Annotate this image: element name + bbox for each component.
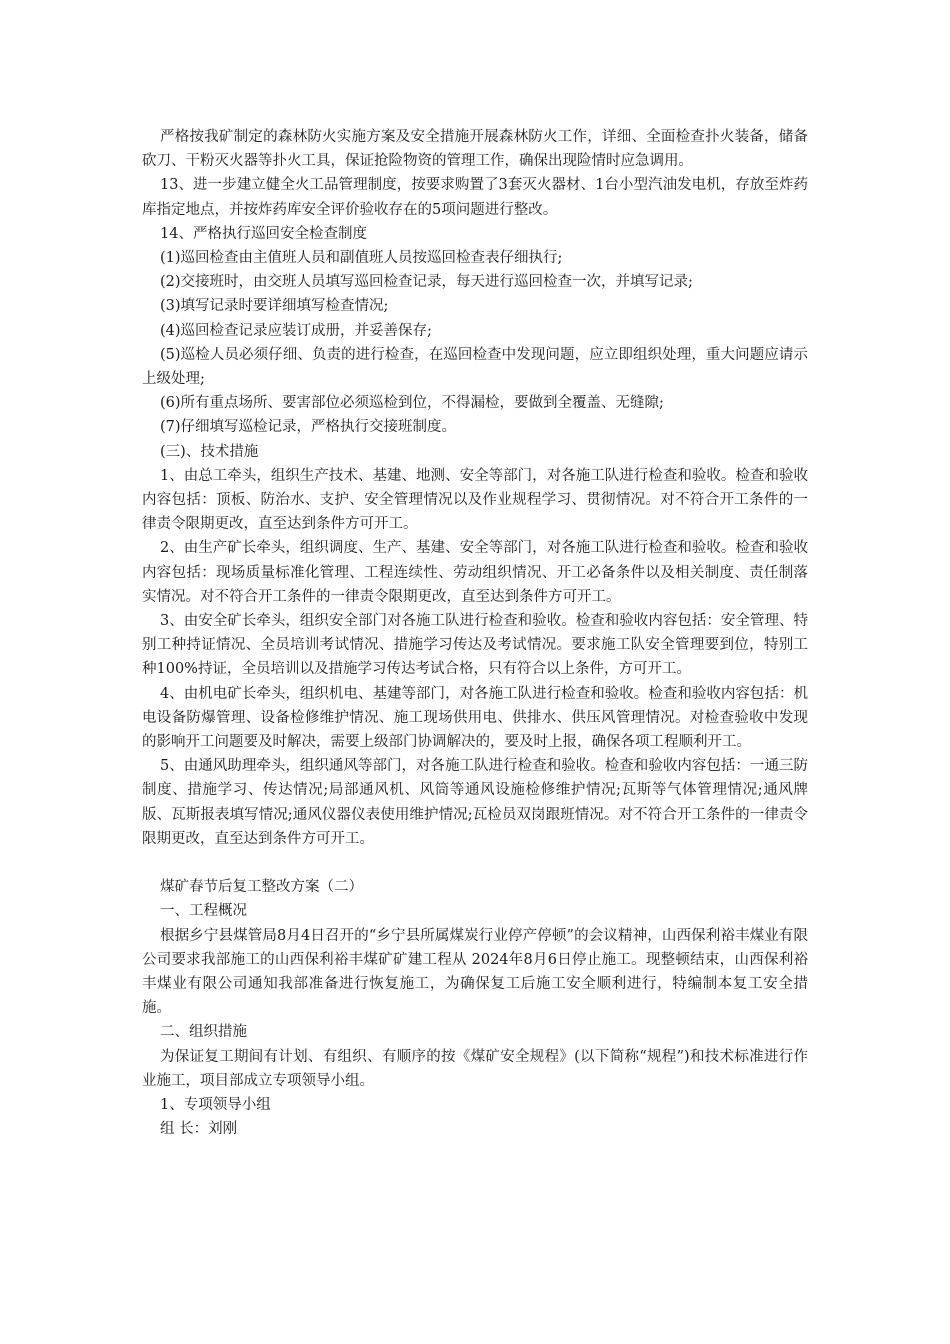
paragraph: 14、严格执行巡回安全检查制度 [160, 225, 367, 242]
list-item: (5)巡检人员必须仔细、负责的进行检查，在巡回检查中发现问题，应立即组织处理，重大问题应请示上级处理; [142, 346, 808, 388]
paragraph: 根据乡宁县煤管局8月4日召开的“乡宁县所属煤炭行业停产停顿”的会议精神，山西保利裕丰煤业有限公司要求我部施工的山西保利裕丰煤矿矿建工程从 2024年8月6日停止施工。现整顿结束，山西保利裕丰煤业有限公司通知我部准备进行恢复施工，为确保复工后施工安全顺利进行，特编制本复工安全措施。 [142, 927, 808, 1017]
sub-heading: 1、专项领导小组 [160, 1096, 271, 1113]
document-page [142, 125, 808, 1141]
document-title: 煤矿春节后复工整改方案（二） [160, 879, 363, 896]
blank-line [142, 851, 808, 875]
list-item: (3)填写记录时要详细填写检查情况; [160, 298, 389, 315]
paragraph: 2、由生产矿长牵头，组织调度、生产、基建、安全等部门，对各施工队进行检查和验收。检查和验收内容包括：现场质量标准化管理、工程连续性、劳动组织情况、开工必备条件以及相关制度、责任制落实情况。对不符合开工条件的一律责令限期更改，直至达到条件方可开工。 [142, 540, 808, 605]
paragraph: 为保证复工期间有计划、有组织、有顺序的按《煤矿安全规程》(以下简称“规程”)和技术标准进行作业施工，项目部成立专项领导小组。 [142, 1048, 808, 1089]
paragraph: 13、进一步建立健全火工品管理制度，按要求购置了3套灭火器材、1台小型汽油发电机，存放至炸药库指定地点，并按炸药库安全评价验收存在的5项问题进行整改。 [142, 177, 808, 218]
list-item: (6)所有重点场所、要害部位必须巡检到位，不得漏检，要做到全覆盖、无缝隙; [160, 395, 664, 412]
paragraph: 5、由通风助理牵头，组织通风等部门，对各施工队进行检查和验收。检查和验收内容包括：一通三防制度、措施学习、传达情况;局部通风机、风筒等通风设施检修维护情况;瓦斯等气体管理情况;通风牌版、瓦斯报表填写情况;通风仪器仪表使用维护情况;瓦检员双岗跟班情况。对不符合开工条件的一律责令限期更改，直至达到条件方可开工。 [142, 758, 808, 847]
list-item: (7)仔细填写巡检记录，严格执行交接班制度。 [160, 419, 457, 436]
paragraph: 3、由安全矿长牵头，组织安全部门对各施工队进行检查和验收。检查和验收内容包括：安全管理、特别工种持证情况、全员培训考试情况、措施学习传达及考试情况。要求施工队安全管理要到位，特别工种100%持证，全员培训以及措施学习传达考试合格，只有符合以上条件，方可开工。 [142, 613, 808, 678]
list-item: (1)巡回检查由主值班人员和副值班人员按巡回检查表仔细执行; [160, 250, 563, 267]
paragraph: 4、由机电矿长牵头，组织机电、基建等部门，对各施工队进行检查和验收。检查和验收内容包括：机电设备防爆管理、设备检修维护情况、施工现场供用电、供排水、供压风管理情况。对检查验收中发现的影响开工问题要及时解决，需要上级部门协调解决的，要及时上报，确保各项工程顺利开工。 [142, 685, 808, 751]
section-heading: 一、工程概况 [160, 903, 247, 920]
paragraph: 组 长：刘刚 [160, 1121, 238, 1138]
paragraph: 严格按我矿制定的森林防火实施方案及安全措施开展森林防火工作，详细、全面检查扑火装备，储备砍刀、干粉灭火器等扑火工具，保证抢险物资的管理工作，确保出现险情时应急调用。 [142, 129, 808, 170]
list-item: (2)交接班时，由交班人员填写巡回检查记录，每天进行巡回检查一次，并填写记录; [160, 274, 693, 291]
section-plan-two [142, 875, 808, 1141]
section-measures [142, 125, 808, 851]
section-heading: (三)、技术措施 [160, 443, 259, 460]
paragraph: 1、由总工牵头，组织生产技术、基建、地测、安全等部门，对各施工队进行检查和验收。检查和验收内容包括：顶板、防治水、支护、安全管理情况以及作业规程学习、贯彻情况。对不符合开工条件的一律责令限期更改，直至达到条件方可开工。 [142, 467, 808, 533]
list-item: (4)巡回检查记录应装订成册，并妥善保存; [160, 322, 432, 339]
section-heading: 二、组织措施 [160, 1024, 247, 1041]
